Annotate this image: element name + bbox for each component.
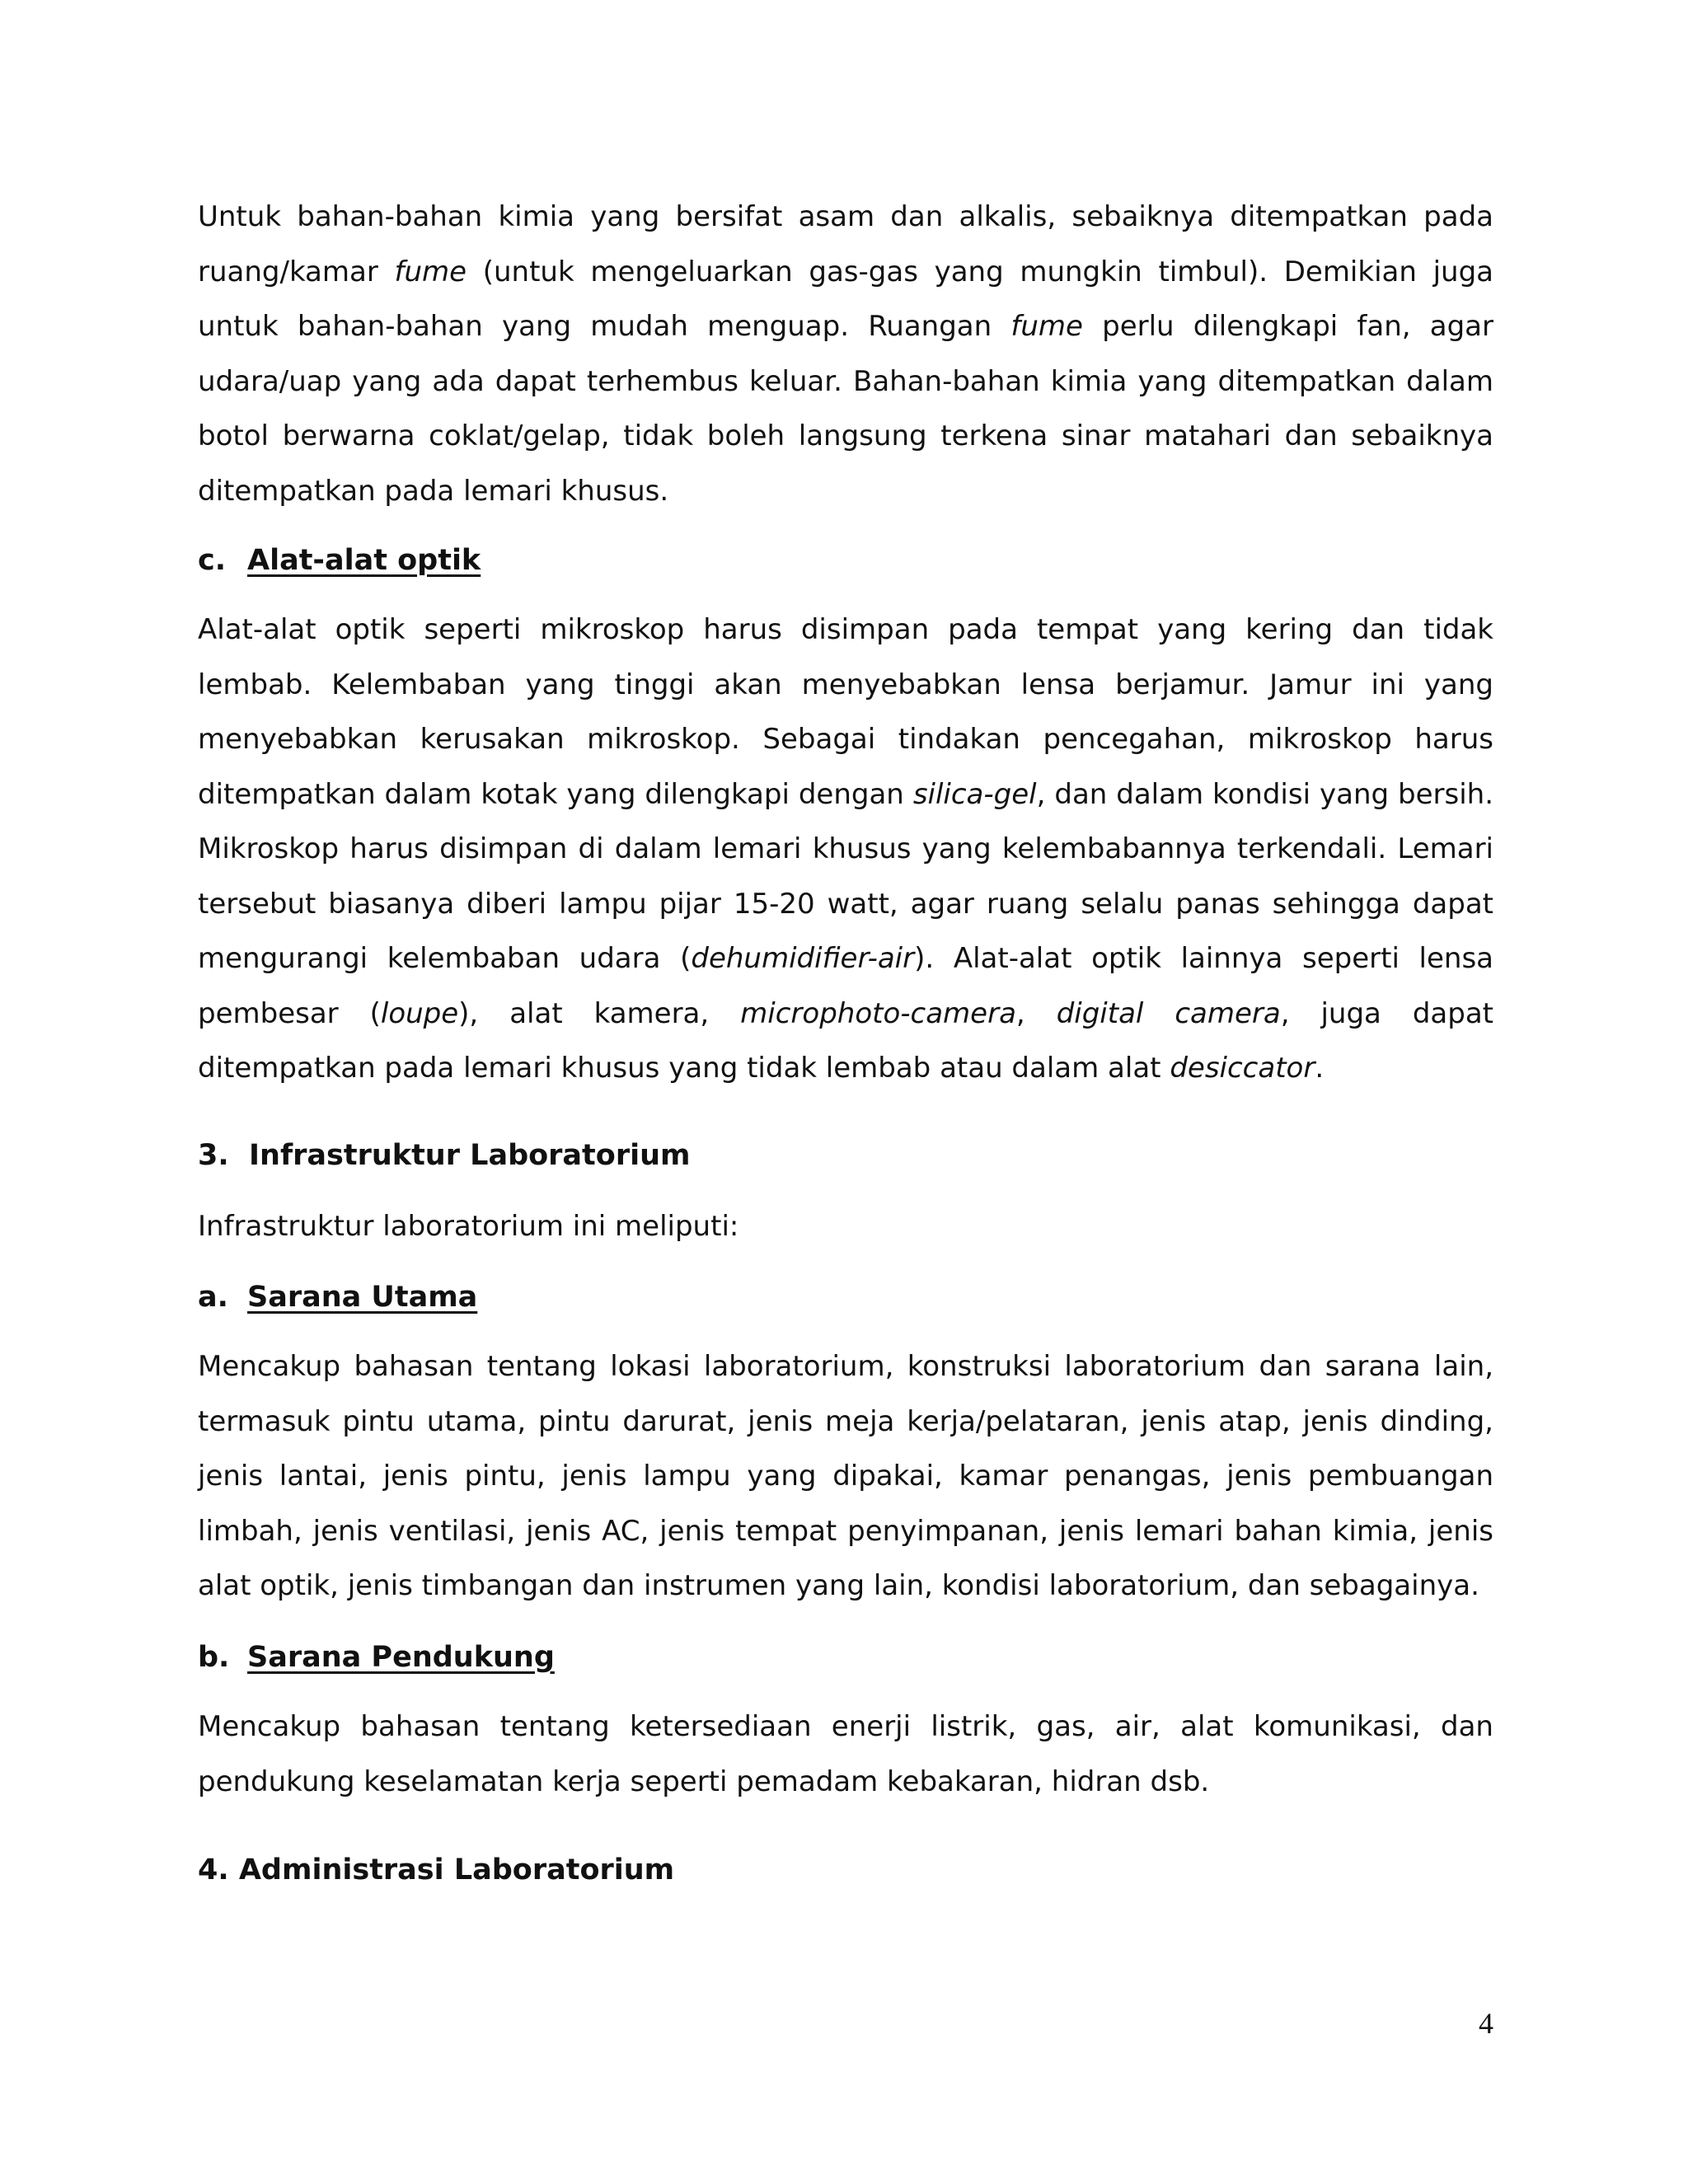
paragraph-chemical-storage [198, 190, 1493, 518]
text-run: (untuk mengeluarkan gas-gas yang mungkin timbul). Demikian juga untuk bahan-bahan yang mudah menguap. Ruangan [198, 255, 1493, 343]
heading-title: Infrastruktur Laboratorium [249, 1139, 691, 1172]
text-run: , juga dapat ditempatkan pada lemari khusus yang tidak lembab atau dalam alat [198, 996, 1493, 1085]
italic-term: fume [1010, 310, 1083, 343]
text-run: Untuk bahan-bahan kimia yang bersifat asam dan alkalis, sebaiknya ditempatkan pada ruang/kamar [198, 200, 1493, 288]
paragraph-main-facilities [198, 1339, 1493, 1614]
heading-marker: c. [198, 544, 227, 577]
text-run: . [1315, 1052, 1325, 1085]
text-run: , [1015, 996, 1057, 1030]
italic-term: microphoto-camera [740, 996, 1016, 1030]
text-run: , dan dalam kondisi yang bersih. Mikroskop harus disimpan di dalam lemari khusus yang kelembabannya terkendali. Lemari tersebut biasanya diberi lampu pijar 15-20 watt, agar ruang selalu panas sehingga dapat mengurangi kelembaban udara ( [198, 777, 1494, 975]
italic-term: dehumidifier-air [691, 942, 915, 975]
text-run: ). Alat-alat optik lainnya seperti lensa pembesar ( [198, 942, 1493, 1030]
heading-section-4 [198, 1849, 1493, 1891]
heading-section-b [198, 1637, 1493, 1678]
heading-marker: b. [198, 1641, 230, 1674]
paragraph-text: Infrastruktur laboratorium ini meliputi: [198, 1210, 739, 1243]
heading-title: 4. Administrasi Laboratorium [198, 1854, 675, 1886]
paragraph-text: Mencakup bahasan tentang ketersediaan enerji listrik, gas, air, alat komunikasi, dan pendukung keselamatan kerja seperti pemadam kebakaran, hidran dsb. [198, 1710, 1493, 1798]
heading-marker: a. [198, 1281, 228, 1314]
document-page [198, 0, 1493, 2184]
italic-term: desiccator [1170, 1052, 1315, 1085]
heading-title: Sarana Utama [247, 1281, 478, 1314]
heading-section-3 [198, 1135, 1493, 1176]
paragraph-text [198, 190, 1493, 518]
text-run: Alat-alat optik seperti mikroskop harus disimpan pada tempat yang kering dan tidak lembab. Kelembaban yang tinggi akan menyebabkan lensa berjamur. Jamur ini yang menyebabkan kerusakan mikroskop. Sebagai tindakan pencegahan, mikroskop harus ditempatkan dalam kotak yang dilengkapi dengan [198, 613, 1493, 811]
heading-section-c [198, 540, 1493, 581]
heading-title: Sarana Pendukung [247, 1641, 555, 1674]
italic-term: loupe [380, 996, 459, 1030]
italic-term: digital camera [1056, 996, 1281, 1030]
paragraph-infrastructure-intro [198, 1199, 1493, 1254]
text-run: ), alat kamera, [458, 996, 741, 1030]
text-run: perlu dilengkapi fan, agar udara/uap yang ada dapat terhembus keluar. Bahan-bahan kimia yang ditempatkan dalam botol berwarna coklat/gelap, tidak boleh langsung terkena sinar matahari dan sebaiknya ditempatkan pada lemari khusus. [198, 310, 1493, 508]
paragraph-optical-tools [198, 602, 1493, 1096]
heading-section-a [198, 1277, 1493, 1318]
paragraph-supporting-facilities [198, 1699, 1493, 1809]
paragraph-text: Mencakup bahasan tentang lokasi laboratorium, konstruksi laboratorium dan sarana lain, termasuk pintu utama, pintu darurat, jenis meja kerja/pelataran, jenis atap, jenis dinding, jenis lantai, jenis pintu, jenis lampu yang dipakai, kamar penangas, jenis pembuangan limbah, jenis ventilasi, jenis AC, jenis tempat penyimpanan, jenis lemari bahan kimia, jenis alat optik, jenis timbangan dan instrumen yang lain, kondisi laboratorium, dan sebagainya. [198, 1350, 1493, 1602]
paragraph-text [198, 602, 1493, 1096]
italic-term: silica-gel [912, 777, 1037, 811]
page-number: 4 [1479, 2007, 1493, 2040]
heading-marker: 3. [198, 1139, 229, 1172]
italic-term: fume [394, 255, 467, 288]
heading-title: Alat-alat optik [247, 544, 481, 577]
